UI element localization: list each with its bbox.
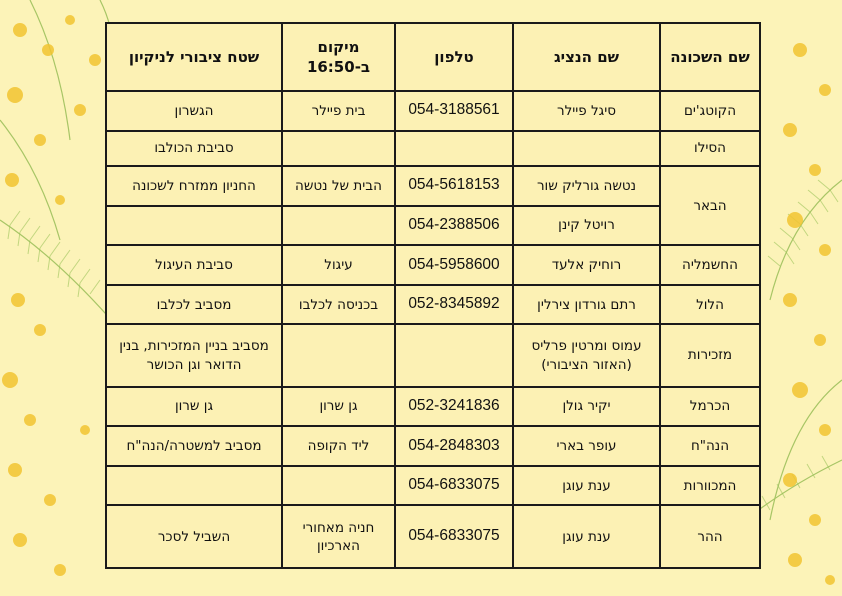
- area-cell: מסביב למשטרה/הנה"ח: [106, 426, 282, 466]
- neighborhood-cell: מזכירות: [660, 324, 760, 386]
- area-cell: החניון ממזרח לשכונה: [106, 166, 282, 206]
- area-cell: מסביב לכלבו: [106, 285, 282, 325]
- rep-cell: יקיר גולן: [513, 387, 660, 427]
- phone-cell: 054-6833075: [395, 466, 513, 506]
- header-phone: טלפון: [395, 23, 513, 91]
- location-cell: הבית של נטשה: [282, 166, 395, 206]
- rep-cell: נטשה גורליק שור: [513, 166, 660, 206]
- area-cell: גן שרון: [106, 387, 282, 427]
- location-cell: גן שרון: [282, 387, 395, 427]
- neighborhood-cell: החשמליה: [660, 245, 760, 285]
- area-cell: סביבת הכולבו: [106, 131, 282, 167]
- neighborhood-cell: הקוטג'ים: [660, 91, 760, 131]
- area-cell: [106, 466, 282, 506]
- rep-cell: ענת עוגן: [513, 505, 660, 568]
- area-cell: מסביב בניין המזכירות, בנין הדואר וגן הכושר: [106, 324, 282, 386]
- neighborhood-cell: הלול: [660, 285, 760, 325]
- phone-cell: [395, 131, 513, 167]
- table-row: [106, 505, 760, 568]
- phone-cell: 054-2388506: [395, 206, 513, 246]
- neighborhood-cell: הנה"ח: [660, 426, 760, 466]
- neighborhood-cell: ההר: [660, 505, 760, 568]
- neighborhood-cell: הבאר: [660, 166, 760, 245]
- table-row: [106, 245, 760, 285]
- location-cell: חניה מאחורי הארכיון: [282, 505, 395, 568]
- rep-cell: רתם גורדון צירלין: [513, 285, 660, 325]
- neighborhood-table-container: [107, 22, 761, 569]
- rep-cell: עופר בארי: [513, 426, 660, 466]
- location-cell: ליד הקופה: [282, 426, 395, 466]
- table-row: [106, 91, 760, 131]
- header-row: [106, 23, 760, 91]
- header-location: מיקום ב-16:50: [282, 23, 395, 91]
- phone-cell: 054-3188561: [395, 91, 513, 131]
- header-rep-name: שם הנציג: [513, 23, 660, 91]
- table-row: [106, 466, 760, 506]
- rep-cell: עמוס ומרטין פרליס (האזור הציבורי): [513, 324, 660, 386]
- phone-cell: 054-5958600: [395, 245, 513, 285]
- table-row: [106, 285, 760, 325]
- location-cell: [282, 206, 395, 246]
- location-cell: עיגול: [282, 245, 395, 285]
- area-cell: הגשרון: [106, 91, 282, 131]
- phone-cell: 052-3241836: [395, 387, 513, 427]
- area-cell: השביל לסכר: [106, 505, 282, 568]
- header-area: שטח ציבורי לניקיון: [106, 23, 282, 91]
- location-cell: בית פיילר: [282, 91, 395, 131]
- phone-cell: [395, 324, 513, 386]
- table-row: [106, 426, 760, 466]
- neighborhood-cell: המכוורות: [660, 466, 760, 506]
- table-row: [106, 324, 760, 386]
- phone-cell: 052-8345892: [395, 285, 513, 325]
- rep-cell: [513, 131, 660, 167]
- rep-cell: רויטל קינן: [513, 206, 660, 246]
- location-cell: [282, 324, 395, 386]
- rep-cell: רוחיק אלעד: [513, 245, 660, 285]
- table-row: [106, 387, 760, 427]
- phone-cell: 054-5618153: [395, 166, 513, 206]
- table-row: [106, 131, 760, 167]
- area-cell: סביבת העיגול: [106, 245, 282, 285]
- location-cell: [282, 131, 395, 167]
- rep-cell: סיגל פיילר: [513, 91, 660, 131]
- table-row: [106, 166, 760, 206]
- rep-cell: ענת עוגן: [513, 466, 660, 506]
- location-cell: [282, 466, 395, 506]
- area-cell: [106, 206, 282, 246]
- neighborhood-cleanup-table: [105, 22, 761, 569]
- phone-cell: 054-2848303: [395, 426, 513, 466]
- header-neighborhood: שם השכונה: [660, 23, 760, 91]
- location-cell: בכניסה לכלבו: [282, 285, 395, 325]
- neighborhood-cell: הסילו: [660, 131, 760, 167]
- phone-cell: 054-6833075: [395, 505, 513, 568]
- neighborhood-cell: הכרמל: [660, 387, 760, 427]
